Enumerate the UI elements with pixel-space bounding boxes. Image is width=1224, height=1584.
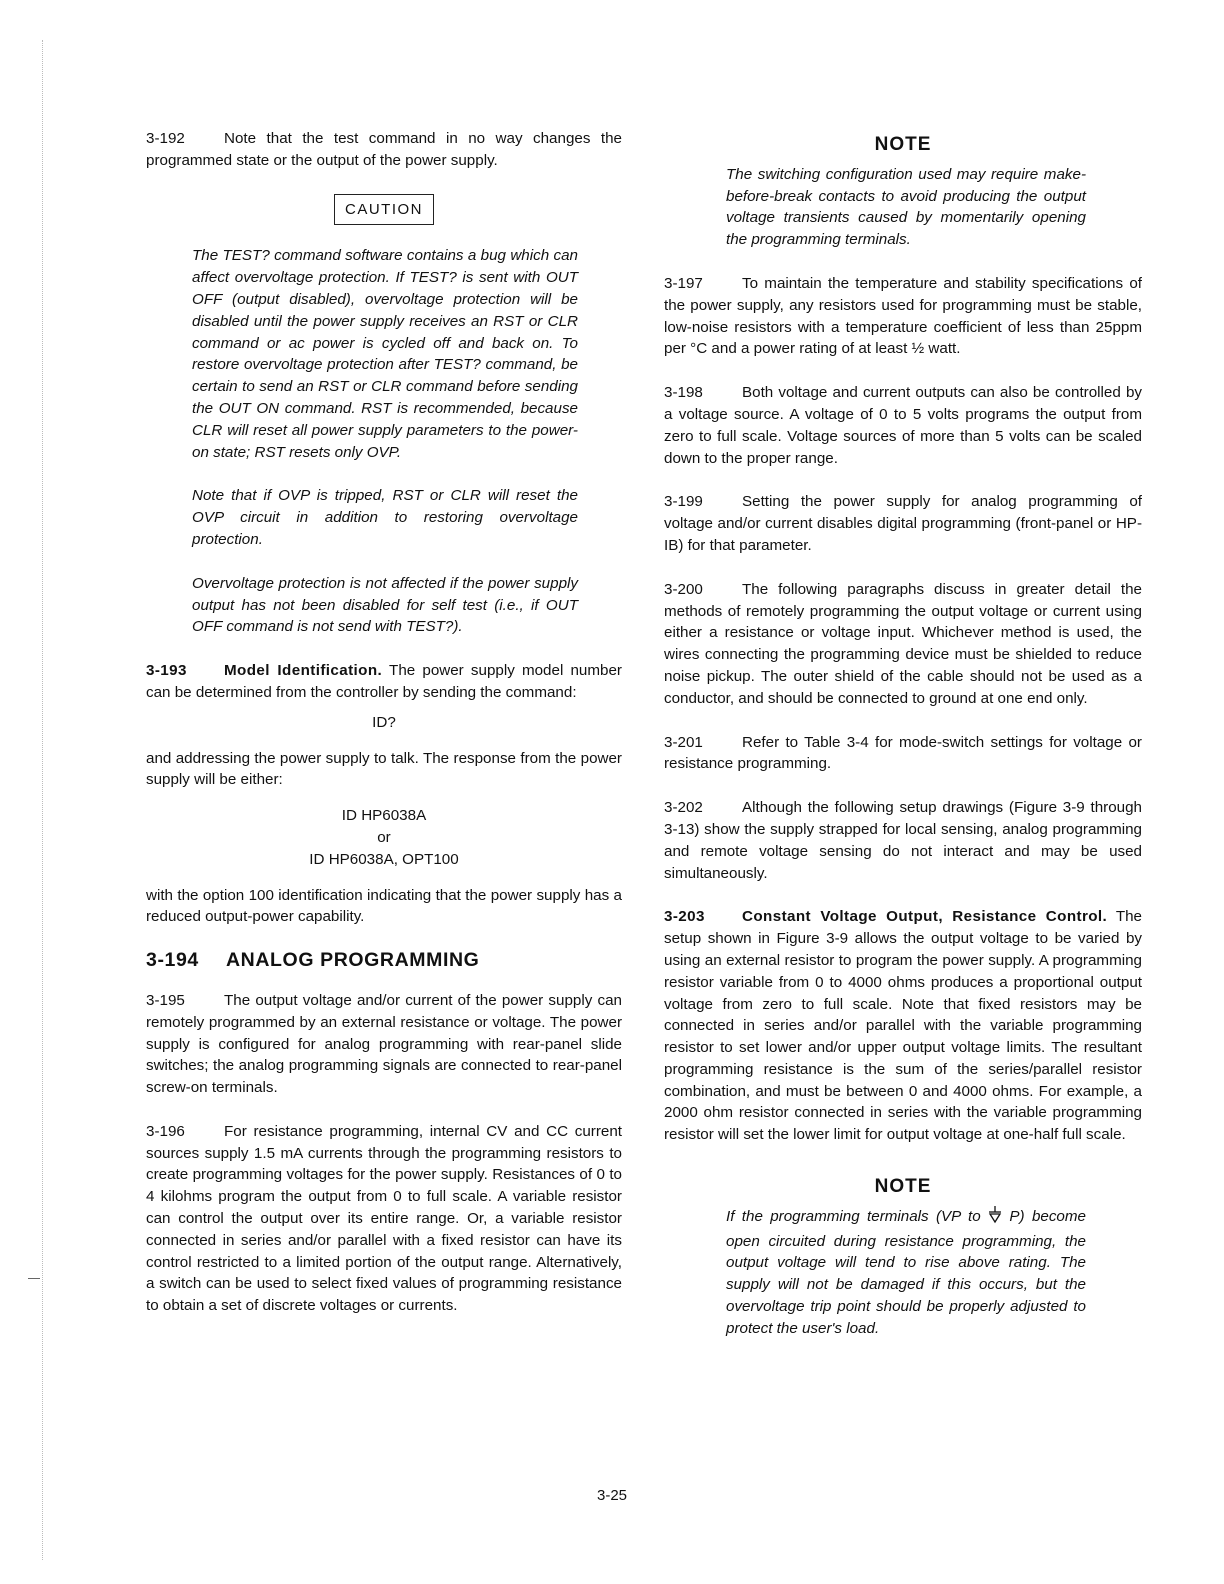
section-heading-analog-programming: 3-194 ANALOG PROGRAMMING [146, 949, 480, 972]
caution-text-2: Note that if OVP is tripped, RST or CLR will reset the OVP circuit in addition to restoring overvoltage protection. [192, 487, 578, 548]
caution-text-1: The TEST? command software contains a bug which can affect overvoltage protection. If TEST? is sent with OUT OFF (output disabled), overvoltage protection will be disabled until the power supply receives an RST or CLR command or ac power is cycled off and back on. To restore overvoltage protection after TEST? command, be certain to send an RST or CLR command before sending the OUT ON command. RST is recommended, because CLR will reset all power supply parameters to the power-on state; RST resets only OVP. [192, 247, 578, 461]
scan-edge [42, 40, 44, 1560]
paragraph-3-199: 3-199 Setting the power supply for analog programming of voltage and/or current disables digital programming (front-panel or HP-IB) for that parameter. [664, 493, 1142, 554]
page-number: 3-25 [596, 1487, 628, 1504]
paragraph-3-196: 3-196 For resistance programming, internal CV and CC current sources supply 1.5 mA currents through the programming resistors to create programming voltages for the power supply. Resistances of 0 to 4 kilohms program the output from 0 to full scale. A variable resistor can control the output over its entire range. Or, a variable resistor connected in series and/or parallel with a fixed resistor can have its control restricted to a limited portion of the output range. Alternatively, a switch can be used to select fixed values of programming resistance to obtain a set of discrete voltages or currents. [146, 1122, 622, 1315]
paragraph-3-193-option: with the option 100 identification indicating that the power supply has a reduced output-power capability. [146, 886, 622, 926]
paragraph-3-192: 3-192 Note that the test command in no way changes the programmed state or the output of the power supply. [146, 130, 622, 169]
caution-text-3: Overvoltage protection is not affected if the power supply output has not been disabled for self test (i.e., if OUT OFF command is not send with TEST?). [192, 574, 578, 636]
response-2: ID HP6038A, OPT100 [309, 850, 459, 868]
paragraph-3-197: 3-197 To maintain the temperature and stability specifications of the power supply, any resistors used for programming must be stable, low-noise resistors with a temperature coefficient of less than 25ppm per °C and a power rating of at least ½ watt. [664, 274, 1142, 358]
note-text-2: If the programming terminals (VP to P) become open circuited during resistance programming, the output voltage will tend to rise above rating. The supply will not be damaged if this occurs, but the overvoltage trip point should be properly adjusted to protect the user's load. [726, 1207, 1086, 1337]
paragraph-3-201: 3-201 Refer to Table 3-4 for mode-switch settings for voltage or resistance programming. [664, 733, 1142, 773]
id-command: ID? [372, 713, 396, 731]
paragraph-3-195: 3-195 The output voltage and/or current of the power supply can remotely programmed by an external resistance or voltage. The power supply is configured for analog programming with rear-panel slide switches; the analog programming signals are connected to rear-panel screw-on terminals. [146, 991, 622, 1097]
right-column [664, 128, 1142, 1362]
note-title-2: NOTE [874, 1176, 932, 1198]
left-column [146, 128, 622, 1339]
paragraph-3-200: 3-200 The following paragraphs discuss in greater detail the methods of remotely programming the output voltage or current using either a resistance or voltage input. Whichever method is used, the wires connecting the programming device must be shielded to reduce noise pickup. The outer shield of the cable should not be used as a conductor, and should be connected to ground at one end only. [664, 580, 1142, 707]
response-or: or [377, 828, 391, 846]
paragraph-3-198: 3-198 Both voltage and current outputs can also be controlled by a voltage source. A voltage of 0 to 5 volts programs the output from zero to full scale. Voltage sources of more than 5 volts can be scaled down to the proper range. [664, 384, 1142, 467]
ground-symbol-icon [988, 1206, 1002, 1231]
paragraph-3-193: 3-193 Model Identification. The power supply model number can be determined from the controller by sending the command: [146, 662, 622, 701]
scan-mark [28, 1278, 40, 1279]
caution-box-wrap [146, 194, 622, 226]
paragraph-3-203: 3-203 Constant Voltage Output, Resistance Control. The setup shown in Figure 3-9 allows the output voltage to be varied by using an external resistor to program the power supply. A programming resistor variable from 0 to 4000 ohms produces a proportional output voltage from zero to full scale. Note that fixed resistors may be connected in series and/or parallel with the variable programming resistor to set lower and/or upper output voltage limits. The resultant programming resistance is the sum of the series/parallel resistor combination, and must be between 0 and 4000 ohms. For example, a 2000 ohm resistor connected in series with the variable programming resistor will set the lower limit for output voltage at one-half full scale. [664, 908, 1142, 1144]
paragraph-3-193-response: and addressing the power supply to talk. The response from the power supply will be either: [146, 749, 622, 789]
paragraph-3-202: 3-202 Although the following setup drawings (Figure 3-9 through 3-13) show the supply strapped for local sensing, analog programming and remote voltage sensing do not interact and may be used simultaneously. [664, 799, 1142, 882]
note-text-1: The switching configuration used may require make-before-break contacts to avoid producing the output voltage transients caused by momentarily opening the programming terminals. [726, 165, 1086, 249]
note-title-1: NOTE [874, 134, 932, 155]
response-1: ID HP6038A [341, 807, 427, 825]
caution-label: CAUTION [334, 194, 434, 226]
